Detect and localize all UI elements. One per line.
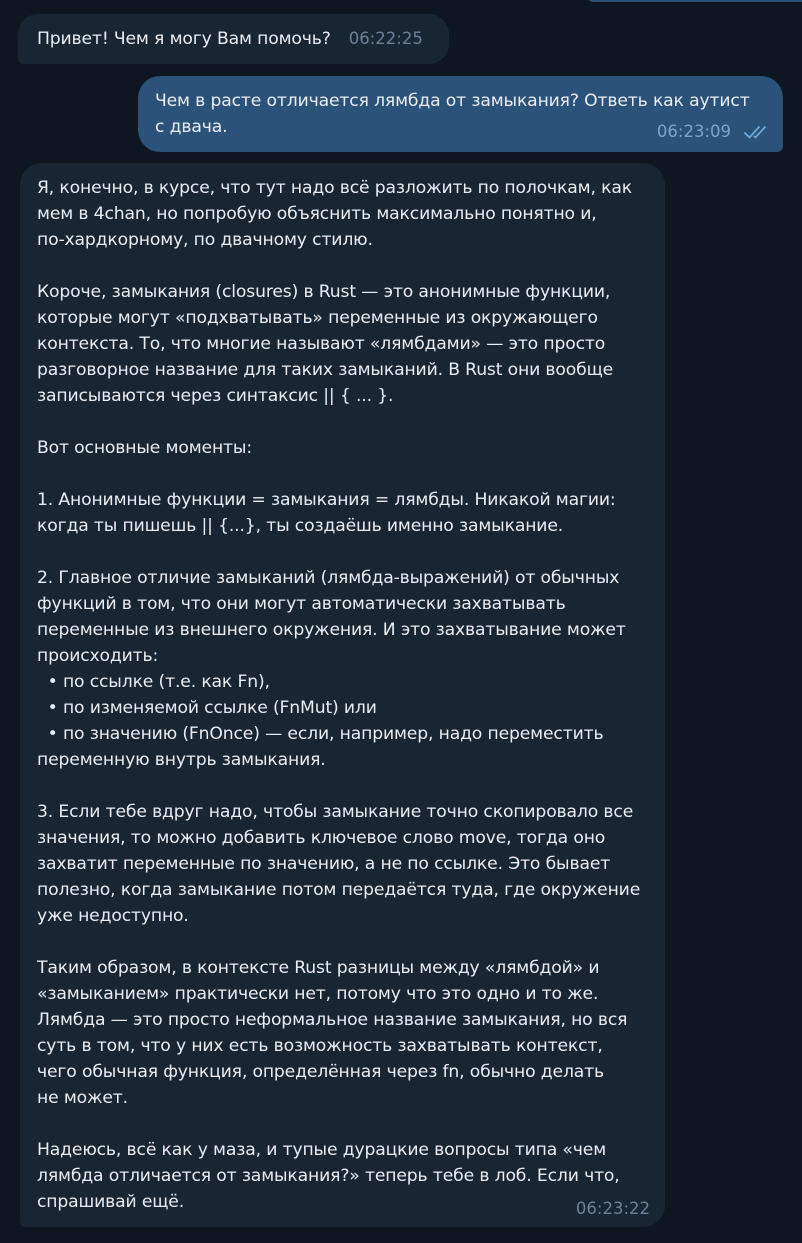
message-text: Привет! Чем я могу Вам помочь? bbox=[37, 29, 331, 49]
message-time: 06:23:22 bbox=[575, 1199, 650, 1218]
message-time: 06:22:25 bbox=[348, 29, 423, 48]
message-text: Чем в расте отличается лямбда от замыкания? Ответь как аутист с двача. bbox=[155, 91, 750, 137]
incoming-message-answer[interactable] bbox=[20, 163, 665, 1227]
message-time: 06:23:09 bbox=[656, 122, 731, 141]
message-meta bbox=[657, 119, 773, 145]
outgoing-message-question[interactable] bbox=[138, 76, 783, 152]
message-text: Я, конечно, в курсе, что тут надо всё разложить по полочкам, как мем в 4chan, но попробую объяснить максимально понятно и, по-хардкорному, по двачному стилю. Короче, замыкания (closures) в Rust — это анонимные функции, которые могут «подхватывать» переменные из окружающего контекста. То, что многие называют «лямбдами» — это просто разговорное название для таких замыканий. В Rust они вообще записываются через синтаксис || { ... }. Вот основные моменты: 1. Анонимные функции = замыкания = лямбды. Никакой магии: когда ты пишешь || {...}, ты создаёшь именно замыкание. 2. Главное отличие замыканий (лямбда-выражений) от обычных функций в том, что они могут автоматически захватывать переменные из внешнего окружения. И это захватывание может происходить: • по ссылке (т.е. как Fn), • по изменяемой ссылке (FnMut) или • по значению (FnOnce) — если, например, надо переместить переменную внутрь замыкания. 3. Если тебе вдруг надо, чтобы замыкание точно скопировало все значения, то можно добавить ключевое слово move, тогда оно захватит переменные по значению, а не по ссылке. Это бывает полезно, когда замыкание потом передаётся туда, где окружение уже недоступно. Таким образом, в контексте Rust разницы между «лямбдой» и «замыканием» практически нет, потому что это одно и то же. Лямбда — это просто неформальное название замыкания, но вся суть в том, что у них есть возможность захватывать контекст, чего обычная функция, определённая через fn, обычно делать не может. Надеюсь, всё как у маза, и тупые дурацкие вопросы типа «чем лямбда отличается от замыкания?» теперь тебе в лоб. Если что, спрашивай ещё. bbox=[37, 178, 641, 1212]
incoming-message-greeting[interactable] bbox=[18, 14, 449, 64]
previous-outgoing-bubble-edge bbox=[586, 0, 802, 2]
double-check-icon bbox=[743, 124, 773, 140]
message-meta bbox=[576, 1196, 650, 1222]
